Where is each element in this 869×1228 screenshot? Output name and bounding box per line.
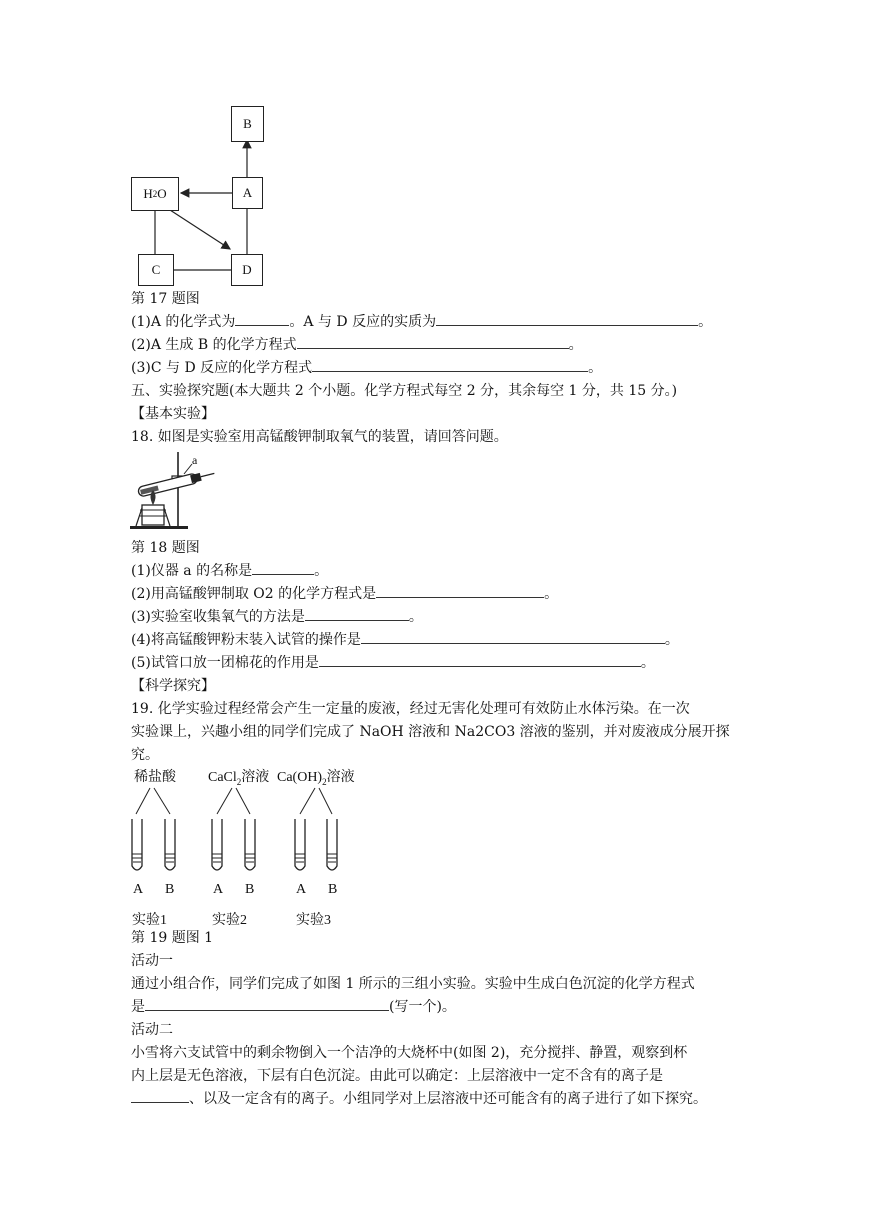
q18-l4-prefix: (4)将高锰酸钾粉末装入试管的操作是 (131, 632, 361, 648)
box-h2o-h: H (143, 186, 153, 201)
figure-19-1-caption: 第 19 题图 1 (131, 930, 214, 946)
experiment-1-label: 实验1 (132, 913, 167, 928)
basic-experiment-heading: 【基本实验】 (131, 406, 215, 422)
reagent2-formula: CaCl (208, 770, 237, 785)
q17-blank-1[interactable] (235, 311, 289, 326)
q18-blank-1[interactable] (252, 560, 314, 575)
q18-line3 (131, 606, 423, 628)
activity-2-line3-text: 、以及一定含有的离子。小组同学对上层溶液中还可能含有的离子进行了如下探究。 (189, 1091, 707, 1107)
q18-blank-3[interactable] (305, 606, 409, 621)
science-inquiry-heading: 【科学探究】 (131, 678, 215, 694)
arrow-h2o-to-d (170, 210, 230, 249)
activity-1-suffix: (写一个)。 (389, 999, 456, 1015)
section-5-heading: 五、实验探究题(本大题共 2 个小题。化学方程式每空 2 分，其余每空 1 分，共 15 分。) (131, 383, 678, 399)
q18-intro: 18. 如图是实验室用高锰酸钾制取氧气的装置，请回答问题。 (131, 429, 508, 445)
activity-2-line2: 内上层是无色溶液，下层有白色沉淀。由此可以确定：上层溶液中一定不含有的离子是 (131, 1068, 663, 1084)
q17-l2-end: 。 (568, 337, 583, 353)
q17-blank-3[interactable] (297, 334, 569, 349)
reagent3-formula: Ca(OH) (277, 770, 323, 785)
q18-line2 (131, 583, 558, 605)
q18-l1-prefix: (1)仪器 a 的名称是 (131, 563, 253, 579)
activity-1-line1: 通过小组合作，同学们完成了如图 1 所示的三组小实验。实验中生成白色沉淀的化学方程式 (131, 976, 695, 992)
box-d: D (231, 254, 263, 286)
q17-l1-prefix: (1)A 的化学式为 (131, 314, 236, 330)
figure-18-caption: 第 18 题图 (131, 540, 200, 556)
q17-l1-end: 。 (698, 314, 713, 330)
box-a: A (232, 177, 263, 209)
q17-l3-prefix: (3)C 与 D 反应的化学方程式 (131, 360, 313, 376)
q18-blank-2[interactable] (376, 583, 544, 598)
oxygen-apparatus-illustration (128, 450, 218, 532)
activity-1-prefix: 是 (131, 999, 145, 1015)
reagent2-sub: 2 (236, 776, 242, 787)
q18-l2-prefix: (2)用高锰酸钾制取 O2 的化学方程式是 (131, 586, 377, 602)
activity-1-heading: 活动一 (131, 953, 173, 969)
q18-l5-end: 。 (640, 655, 655, 671)
q17-l2-prefix: (2)A 生成 B 的化学方程式 (131, 337, 297, 353)
tube-label-5: A (296, 882, 307, 897)
q19-intro-line2: 实验课上，兴趣小组的同学们完成了 NaOH 溶液和 Na2CO3 溶液的鉴别，并对废液成分展开探 (131, 724, 730, 740)
reagent2-solution: 溶液 (241, 770, 270, 785)
reagent3-solution: 溶液 (326, 770, 355, 785)
tube-label-1: A (133, 882, 144, 897)
tube-label-3: A (213, 882, 224, 897)
q18-line4 (131, 629, 679, 651)
q18-l2-end: 。 (544, 586, 559, 602)
q18-line5 (131, 652, 655, 674)
apparatus-label-a: a (192, 453, 198, 467)
reagent-hydrochloric-acid: 稀盐酸 (134, 770, 176, 785)
box-h2o (131, 177, 179, 211)
q19-blank-ions[interactable] (131, 1088, 189, 1103)
q17-line3 (131, 357, 602, 379)
q17-l3-end: 。 (588, 360, 603, 376)
q17-line2 (131, 334, 583, 356)
box-b: B (231, 106, 264, 142)
q19-intro-line3: 究。 (131, 747, 159, 763)
q18-blank-4[interactable] (361, 629, 665, 644)
q18-l5-prefix: (5)试管口放一团棉花的作用是 (131, 655, 319, 671)
q17-blank-2[interactable] (436, 311, 698, 326)
q19-intro-line1: 19. 化学实验过程经常会产生一定量的废液，经过无害化处理可有效防止水体污染。在一次 (131, 701, 690, 717)
tube-label-6: B (328, 882, 338, 897)
q18-l1-end: 。 (314, 563, 329, 579)
q18-line1 (131, 560, 328, 582)
box-h2o-sub: 2 (152, 189, 158, 199)
q17-l1-middle: 。A 与 D 反应的实质为 (289, 314, 437, 330)
experiment-2-label: 实验2 (212, 913, 247, 928)
box-c: C (138, 254, 174, 286)
test-tubes-illustration (120, 784, 350, 876)
activity-2-heading: 活动二 (131, 1022, 173, 1038)
activity-1-line2 (131, 996, 456, 1018)
experiment-3-label: 实验3 (296, 913, 331, 928)
tube-label-2: B (165, 882, 175, 897)
q18-blank-5[interactable] (319, 652, 641, 667)
figure-17-caption: 第 17 题图 (131, 291, 200, 307)
q18-l4-end: 。 (664, 632, 679, 648)
tube-label-4: B (245, 882, 255, 897)
box-h2o-o: O (157, 186, 167, 201)
q19-blank-equation[interactable] (145, 996, 389, 1011)
activity-2-line3 (131, 1088, 707, 1110)
reagent3-sub: 2 (322, 776, 327, 787)
q17-blank-4[interactable] (312, 357, 588, 372)
activity-2-line1: 小雪将六支试管中的剩余物倒入一个洁净的大烧杯中(如图 2)，充分搅拌、静置，观察到杯 (131, 1045, 688, 1061)
q17-line1 (131, 311, 712, 333)
q18-l3-prefix: (3)实验室收集氧气的方法是 (131, 609, 305, 625)
q18-l3-end: 。 (408, 609, 423, 625)
